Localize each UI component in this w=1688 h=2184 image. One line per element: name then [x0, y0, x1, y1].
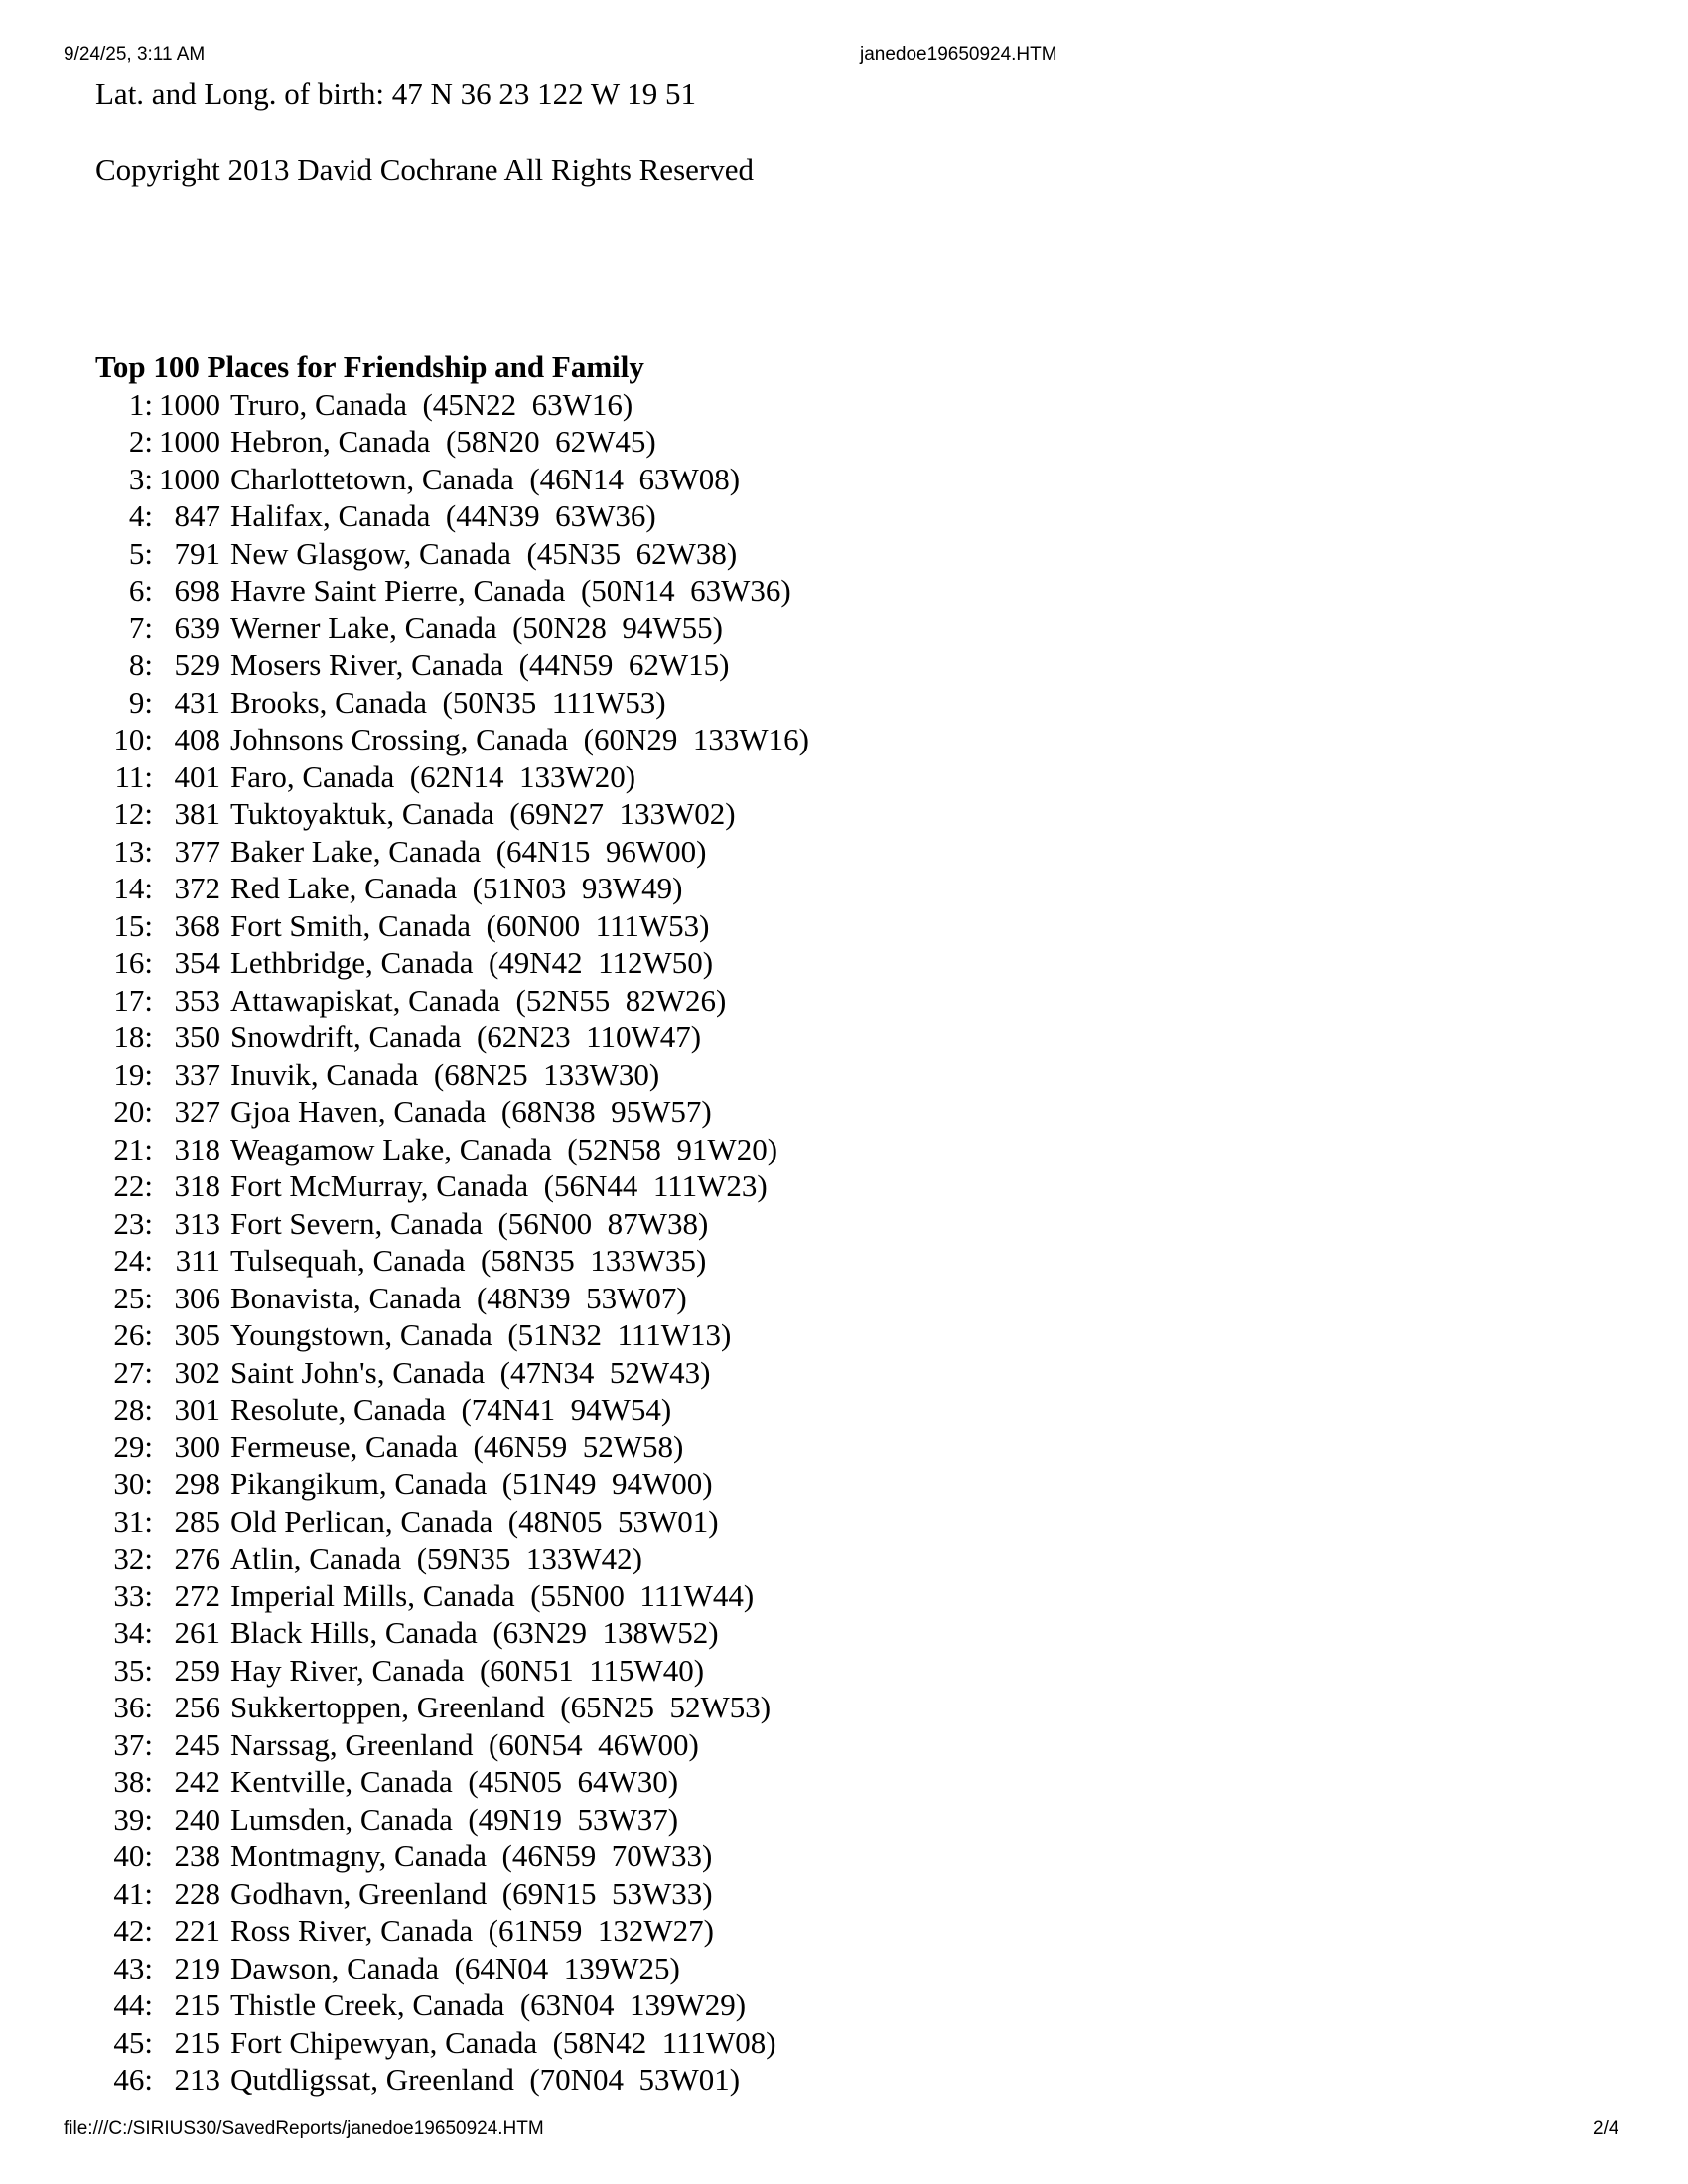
place-name: Werner Lake, Canada	[230, 610, 497, 645]
place-rank: 20:	[113, 1094, 153, 1129]
place-info	[230, 721, 809, 758]
place-row	[95, 1614, 1585, 1652]
place-coordinates: (52N58 91W20)	[567, 1131, 778, 1166]
place-coordinates: (49N42 112W50)	[488, 945, 714, 980]
place-rank: 3:	[128, 461, 153, 496]
place-coordinates: (68N25 133W30)	[433, 1056, 660, 1092]
place-coordinates: (46N59 52W58)	[473, 1429, 684, 1464]
place-score: 215	[174, 2024, 220, 2060]
place-name: Kentville, Canada	[230, 1764, 453, 1799]
place-score: 401	[174, 758, 220, 794]
place-score: 313	[174, 1205, 220, 1241]
place-info	[230, 1689, 771, 1726]
place-score: 302	[174, 1354, 220, 1390]
place-coordinates: (68N38 95W57)	[500, 1094, 712, 1129]
place-coordinates: (74N41 94W54)	[461, 1392, 672, 1427]
place-name: Inuvik, Canada	[230, 1056, 419, 1092]
place-info	[230, 870, 682, 907]
place-rank: 41:	[113, 1875, 153, 1911]
place-coordinates: (59N35 133W42)	[416, 1541, 642, 1575]
place-name: Havre Saint Pierre, Canada	[230, 573, 566, 608]
place-info	[230, 1316, 731, 1354]
place-coordinates: (64N15 96W00)	[495, 833, 707, 869]
place-info	[230, 1429, 683, 1466]
place-rank: 6:	[128, 573, 153, 608]
place-coordinates: (45N22 63W16)	[422, 386, 633, 422]
place-coordinates: (69N15 53W33)	[501, 1875, 713, 1911]
place-name: Youngstown, Canada	[230, 1317, 492, 1352]
place-name: Thistle Creek, Canada	[230, 1987, 505, 2022]
place-name: Fort Severn, Canada	[230, 1205, 483, 1241]
place-row	[95, 1540, 1585, 1577]
place-rank: 42:	[113, 1913, 153, 1948]
place-score: 242	[174, 1764, 220, 1799]
place-score: 215	[174, 1987, 220, 2022]
place-coordinates: (60N51 115W40)	[479, 1652, 705, 1688]
place-score: 213	[174, 2062, 220, 2097]
place-info	[230, 2024, 776, 2062]
place-name: Black Hills, Canada	[230, 1615, 478, 1650]
place-score: 327	[174, 1094, 220, 1129]
place-score: 1000	[159, 386, 220, 422]
place-info	[230, 795, 736, 833]
place-row	[95, 610, 1585, 647]
place-name: Dawson, Canada	[230, 1950, 440, 1985]
place-name: Charlottetown, Canada	[230, 461, 514, 496]
place-info	[230, 1167, 768, 1205]
place-rank: 22:	[113, 1168, 153, 1203]
place-row	[95, 1205, 1585, 1243]
section-title: Top 100 Places for Friendship and Family	[95, 349, 644, 384]
place-row	[95, 833, 1585, 871]
place-info	[230, 1986, 746, 2024]
place-row	[95, 721, 1585, 758]
place-name: Pikangikum, Canada	[230, 1466, 488, 1501]
place-rank: 40:	[113, 1839, 153, 1873]
place-info	[230, 982, 726, 1020]
place-info	[230, 461, 740, 498]
place-rank: 17:	[113, 982, 153, 1018]
place-info	[230, 1652, 704, 1690]
print-footer-page-number: 2/4	[1593, 2118, 1619, 2139]
place-rank: 5:	[128, 535, 153, 571]
place-score: 272	[174, 1577, 220, 1613]
place-coordinates: (58N42 111W08)	[552, 2024, 776, 2060]
place-row	[95, 2024, 1585, 2062]
place-name: Gjoa Haven, Canada	[230, 1094, 487, 1129]
place-coordinates: (64N04 139W25)	[454, 1950, 680, 1985]
print-footer-url: file:///C:/SIRIUS30/SavedReports/janedoe19650924.HTM	[64, 2118, 544, 2139]
place-row	[95, 1316, 1585, 1354]
place-row	[95, 795, 1585, 833]
place-rank: 33:	[113, 1577, 153, 1613]
place-row	[95, 1689, 1585, 1726]
place-score: 245	[174, 1726, 220, 1762]
place-info	[230, 1801, 678, 1839]
place-rank: 37:	[113, 1726, 153, 1762]
place-score: 219	[174, 1950, 220, 1985]
place-coordinates: (58N20 62W45)	[445, 424, 656, 459]
place-coordinates: (44N39 63W36)	[445, 498, 656, 533]
place-name: Brooks, Canada	[230, 684, 428, 720]
place-info	[230, 572, 791, 610]
place-coordinates: (61N59 132W27)	[488, 1913, 714, 1948]
place-row	[95, 1912, 1585, 1950]
place-row	[95, 758, 1585, 796]
place-row	[95, 1093, 1585, 1131]
place-rank: 13:	[113, 833, 153, 869]
place-row	[95, 1801, 1585, 1839]
place-name: Halifax, Canada	[230, 498, 431, 533]
place-score: 261	[174, 1615, 220, 1650]
place-coordinates: (58N35 133W35)	[481, 1243, 707, 1278]
place-info	[230, 907, 709, 945]
place-coordinates: (51N32 111W13)	[507, 1317, 732, 1352]
place-coordinates: (62N14 133W20)	[409, 758, 636, 794]
place-name: Sukkertoppen, Greenland	[230, 1690, 545, 1724]
print-header-filename: janedoe19650924.HTM	[860, 44, 1057, 65]
place-rank: 26:	[113, 1317, 153, 1352]
place-coordinates: (50N28 94W55)	[512, 610, 723, 645]
place-row	[95, 1242, 1585, 1280]
place-rank: 45:	[113, 2024, 153, 2060]
place-info	[230, 1354, 710, 1392]
place-rank: 43:	[113, 1950, 153, 1985]
place-row	[95, 684, 1585, 722]
place-rank: 18:	[113, 1020, 153, 1054]
place-row	[95, 1950, 1585, 1987]
place-rank: 30:	[113, 1466, 153, 1501]
place-coordinates: (45N35 62W38)	[526, 535, 738, 571]
place-score: 1000	[159, 424, 220, 459]
place-score: 368	[174, 907, 220, 943]
place-info	[230, 1465, 713, 1503]
place-rank: 19:	[113, 1056, 153, 1092]
place-info	[230, 386, 633, 424]
place-rank: 24:	[113, 1243, 153, 1278]
place-info	[230, 1614, 719, 1652]
place-score: 259	[174, 1652, 220, 1688]
report-body	[95, 75, 1585, 2099]
place-score: 300	[174, 1429, 220, 1464]
place-rank: 1:	[128, 386, 153, 422]
place-score: 353	[174, 982, 220, 1018]
place-name: Attawapiskat, Canada	[230, 982, 501, 1018]
place-rank: 11:	[114, 758, 153, 794]
place-score: 377	[174, 833, 220, 869]
place-rank: 15:	[113, 907, 153, 943]
place-name: Saint John's, Canada	[230, 1354, 486, 1390]
place-row	[95, 1652, 1585, 1690]
place-coordinates: (70N04 53W01)	[529, 2062, 741, 2097]
place-coordinates: (45N05 64W30)	[468, 1764, 679, 1799]
place-row	[95, 535, 1585, 573]
place-rank: 16:	[113, 945, 153, 980]
place-score: 337	[174, 1056, 220, 1092]
place-info	[230, 646, 729, 684]
place-info	[230, 1056, 659, 1094]
place-score: 306	[174, 1280, 220, 1315]
place-name: Fort Chipewyan, Canada	[230, 2024, 538, 2060]
place-row	[95, 1056, 1585, 1094]
place-row	[95, 572, 1585, 610]
place-info	[230, 1875, 713, 1913]
place-row	[95, 423, 1585, 461]
place-info	[230, 1912, 714, 1950]
places-list	[95, 386, 1585, 2099]
print-header-datetime: 9/24/25, 3:11 AM	[64, 44, 206, 65]
place-score: 431	[174, 684, 220, 720]
place-score: 847	[174, 498, 220, 533]
place-name: New Glasgow, Canada	[230, 535, 511, 571]
place-rank: 31:	[113, 1503, 153, 1539]
place-rank: 7:	[128, 610, 153, 645]
place-coordinates: (44N59 62W15)	[518, 647, 730, 682]
place-name: Fort Smith, Canada	[230, 907, 471, 943]
place-coordinates: (56N00 87W38)	[497, 1205, 709, 1241]
place-rank: 32:	[113, 1541, 153, 1575]
place-info	[230, 1540, 642, 1577]
place-coordinates: (46N14 63W08)	[529, 461, 741, 496]
place-name: Imperial Mills, Canada	[230, 1577, 515, 1613]
place-info	[230, 610, 723, 647]
place-info	[230, 833, 706, 871]
place-score: 529	[174, 647, 220, 682]
place-coordinates: (69N27 133W02)	[509, 796, 736, 831]
place-rank: 12:	[113, 796, 153, 831]
place-rank: 36:	[113, 1690, 153, 1724]
place-info	[230, 535, 737, 573]
place-score: 285	[174, 1503, 220, 1539]
place-info	[230, 1205, 708, 1243]
place-score: 311	[175, 1243, 220, 1278]
place-info	[230, 1093, 712, 1131]
place-name: Lethbridge, Canada	[230, 945, 474, 980]
place-name: Truro, Canada	[230, 386, 407, 422]
place-score: 791	[174, 535, 220, 571]
place-name: Faro, Canada	[230, 758, 395, 794]
place-info	[230, 1950, 680, 1987]
place-name: Mosers River, Canada	[230, 647, 504, 682]
place-coordinates: (55N00 111W44)	[530, 1577, 755, 1613]
place-rank: 44:	[113, 1987, 153, 2022]
place-score: 698	[174, 573, 220, 608]
place-name: Ross River, Canada	[230, 1913, 474, 1948]
place-coordinates: (48N39 53W07)	[476, 1280, 687, 1315]
place-score: 256	[174, 1690, 220, 1724]
place-name: Bonavista, Canada	[230, 1280, 462, 1315]
place-coordinates: (60N29 133W16)	[583, 722, 809, 756]
place-info	[230, 758, 635, 796]
place-info	[230, 1726, 699, 1764]
place-row	[95, 1465, 1585, 1503]
place-row	[95, 1167, 1585, 1205]
place-name: Red Lake, Canada	[230, 871, 458, 905]
place-name: Narssag, Greenland	[230, 1726, 474, 1762]
place-coordinates: (49N19 53W37)	[468, 1801, 679, 1837]
place-info	[230, 1577, 754, 1615]
place-row	[95, 1726, 1585, 1764]
place-coordinates: (52N55 82W26)	[515, 982, 727, 1018]
place-score: 276	[174, 1541, 220, 1575]
place-score: 408	[174, 722, 220, 756]
place-coordinates: (46N59 70W33)	[501, 1839, 713, 1873]
place-rank: 29:	[113, 1429, 153, 1464]
place-score: 228	[174, 1875, 220, 1911]
place-info	[230, 1131, 777, 1168]
place-coordinates: (50N35 111W53)	[442, 684, 666, 720]
place-score: 372	[174, 871, 220, 905]
place-coordinates: (50N14 63W36)	[580, 573, 791, 608]
place-score: 238	[174, 1839, 220, 1873]
place-score: 381	[174, 796, 220, 831]
place-coordinates: (62N23 110W47)	[476, 1020, 702, 1054]
place-info	[230, 1763, 678, 1801]
place-name: Old Perlican, Canada	[230, 1503, 493, 1539]
place-info	[230, 1838, 712, 1875]
place-score: 354	[174, 945, 220, 980]
place-rank: 2:	[128, 424, 153, 459]
place-rank: 28:	[113, 1392, 153, 1427]
place-rank: 8:	[128, 647, 153, 682]
place-name: Weagamow Lake, Canada	[230, 1131, 552, 1166]
place-rank: 4:	[128, 498, 153, 533]
place-info	[230, 423, 656, 461]
place-score: 318	[174, 1131, 220, 1166]
place-rank: 39:	[113, 1801, 153, 1837]
place-info	[230, 684, 666, 722]
place-name: Johnsons Crossing, Canada	[230, 722, 569, 756]
place-coordinates: (63N04 139W29)	[519, 1987, 747, 2022]
place-info	[230, 1503, 719, 1541]
place-name: Tuktoyaktuk, Canada	[230, 796, 494, 831]
place-row	[95, 1503, 1585, 1541]
place-info	[230, 1242, 706, 1280]
place-info	[230, 2061, 740, 2099]
place-score: 1000	[159, 461, 220, 496]
place-row	[95, 1986, 1585, 2024]
place-row	[95, 1280, 1585, 1317]
copyright-notice: Copyright 2013 David Cochrane All Rights Reserved	[95, 151, 754, 187]
place-row	[95, 944, 1585, 982]
place-name: Hebron, Canada	[230, 424, 431, 459]
place-score: 298	[174, 1466, 220, 1501]
place-row	[95, 1763, 1585, 1801]
place-name: Atlin, Canada	[230, 1541, 402, 1575]
place-row	[95, 1875, 1585, 1913]
place-score: 305	[174, 1317, 220, 1352]
place-name: Tulsequah, Canada	[230, 1243, 466, 1278]
place-row	[95, 2061, 1585, 2099]
place-coordinates: (56N44 111W23)	[543, 1168, 768, 1203]
place-coordinates: (47N34 52W43)	[499, 1354, 711, 1390]
place-name: Resolute, Canada	[230, 1392, 446, 1427]
place-rank: 27:	[113, 1354, 153, 1390]
place-rank: 34:	[113, 1615, 153, 1650]
place-row	[95, 1131, 1585, 1168]
place-coordinates: (48N05 53W01)	[507, 1503, 719, 1539]
place-row	[95, 461, 1585, 498]
place-name: Hay River, Canada	[230, 1652, 465, 1688]
place-row	[95, 1577, 1585, 1615]
place-score: 639	[174, 610, 220, 645]
place-name: Baker Lake, Canada	[230, 833, 482, 869]
place-row	[95, 1838, 1585, 1875]
place-row	[95, 870, 1585, 907]
place-rank: 9:	[128, 684, 153, 720]
place-coordinates: (51N49 94W00)	[501, 1466, 713, 1501]
place-coordinates: (65N25 52W53)	[560, 1690, 772, 1724]
place-coordinates: (60N54 46W00)	[488, 1726, 699, 1762]
place-name: Lumsden, Canada	[230, 1801, 453, 1837]
place-name: Qutdligssat, Greenland	[230, 2062, 514, 2097]
place-row	[95, 982, 1585, 1020]
place-score: 350	[174, 1020, 220, 1054]
place-rank: 35:	[113, 1652, 153, 1688]
place-row	[95, 497, 1585, 535]
place-score: 301	[174, 1392, 220, 1427]
place-row	[95, 386, 1585, 424]
place-name: Fort McMurray, Canada	[230, 1168, 529, 1203]
place-rank: 14:	[113, 871, 153, 905]
place-coordinates: (63N29 138W52)	[492, 1615, 719, 1650]
place-info	[230, 1280, 687, 1317]
birth-latlong-line: Lat. and Long. of birth: 47 N 36 23 122 W 19 51	[95, 76, 697, 111]
place-coordinates: (60N00 111W53)	[486, 907, 710, 943]
place-row	[95, 1019, 1585, 1056]
place-name: Fermeuse, Canada	[230, 1429, 458, 1464]
place-row	[95, 1391, 1585, 1429]
place-row	[95, 1354, 1585, 1392]
place-info	[230, 497, 656, 535]
place-score: 221	[174, 1913, 220, 1948]
place-row	[95, 1429, 1585, 1466]
place-rank: 25:	[113, 1280, 153, 1315]
place-rank: 23:	[113, 1205, 153, 1241]
place-row	[95, 907, 1585, 945]
place-rank: 10:	[113, 722, 153, 756]
place-score: 318	[174, 1168, 220, 1203]
place-info	[230, 1019, 701, 1056]
place-row	[95, 646, 1585, 684]
place-name: Snowdrift, Canada	[230, 1020, 462, 1054]
place-name: Godhavn, Greenland	[230, 1875, 488, 1911]
place-name: Montmagny, Canada	[230, 1839, 487, 1873]
place-rank: 38:	[113, 1764, 153, 1799]
place-score: 240	[174, 1801, 220, 1837]
place-rank: 21:	[113, 1131, 153, 1166]
place-info	[230, 944, 713, 982]
place-coordinates: (51N03 93W49)	[472, 871, 683, 905]
place-info	[230, 1391, 671, 1429]
place-rank: 46:	[113, 2062, 153, 2097]
